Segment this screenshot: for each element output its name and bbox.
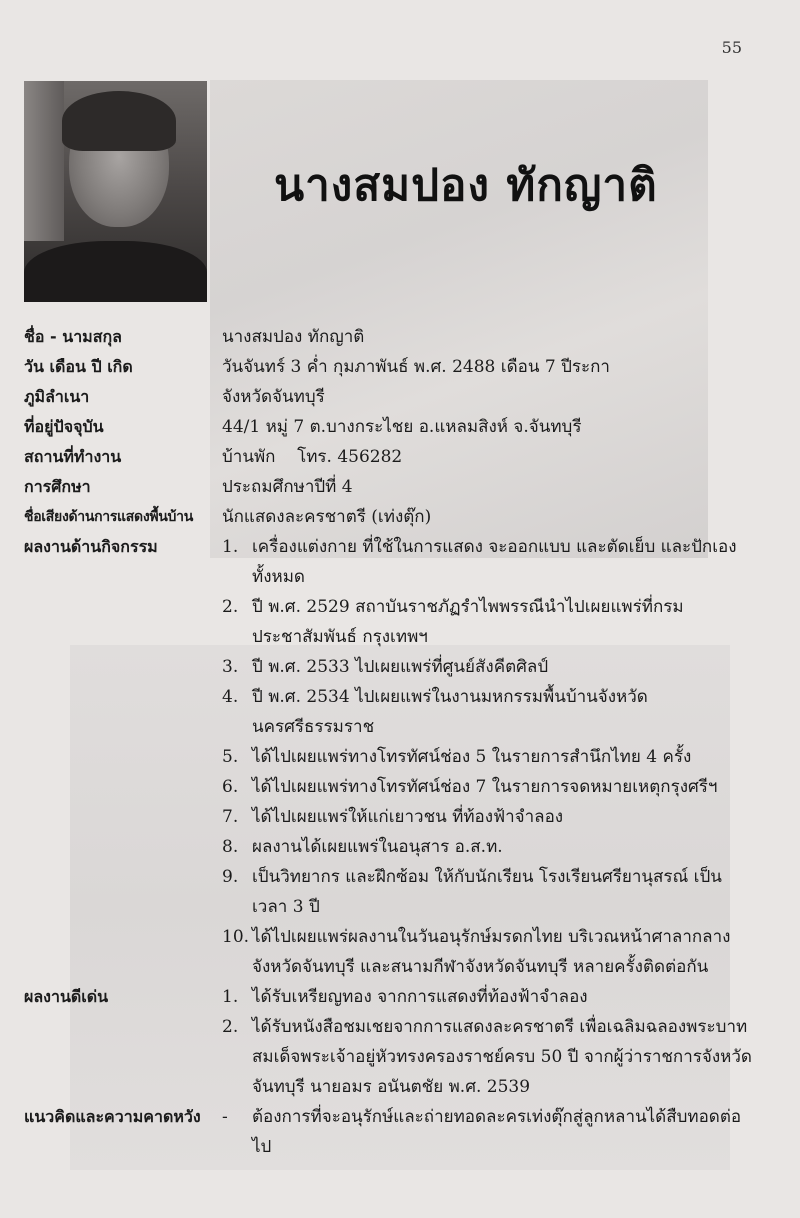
section-label: ผลงานด้านกิจกรรม xyxy=(24,537,158,556)
field-row-birthdate xyxy=(24,352,754,382)
list-item xyxy=(222,922,754,982)
item-number: 3. xyxy=(222,657,239,677)
vision-list xyxy=(222,1102,754,1162)
highlights-list xyxy=(222,982,754,1102)
portrait-photo xyxy=(24,81,207,302)
field-label: สถานที่ทำงาน xyxy=(24,447,122,466)
item-number: 2. xyxy=(222,597,239,617)
item-text: ผลงานได้เผยแพร่ในอนุสาร อ.ส.ท. xyxy=(252,837,503,857)
item-number: 1. xyxy=(222,537,239,557)
item-text: ปี พ.ศ. 2533 ไปเผยแพร่ที่ศูนย์สังคีตศิลป์ xyxy=(252,657,549,677)
item-number: 10. xyxy=(222,927,250,947)
field-row-address xyxy=(24,412,754,442)
item-text: เครื่องแต่งกาย ที่ใช้ในการแสดง จะออกแบบ และตัดเย็บ และปักเองทั้งหมด xyxy=(252,537,737,587)
list-item xyxy=(222,532,754,592)
item-text: ได้ไปเผยแพร่ให้แก่เยาวชน ที่ท้องฟ้าจำลอง xyxy=(252,807,564,827)
field-row-reputation xyxy=(24,502,754,532)
field-row-workplace xyxy=(24,442,754,472)
field-row-hometown xyxy=(24,382,754,412)
page-number: 55 xyxy=(721,38,742,57)
section-highlights xyxy=(24,982,754,1102)
item-number: 9. xyxy=(222,867,239,887)
list-item xyxy=(222,802,754,832)
item-text: ได้รับเหรียญทอง จากการแสดงที่ท้องฟ้าจำลอง xyxy=(252,987,588,1007)
list-item xyxy=(222,682,754,742)
list-item xyxy=(222,652,754,682)
item-number: 7. xyxy=(222,807,239,827)
item-text: ได้ไปเผยแพร่ทางโทรทัศน์ช่อง 7 ในรายการจดหมายเหตุกรุงศรีฯ xyxy=(252,777,718,797)
item-number: 5. xyxy=(222,747,239,767)
field-label: ที่อยู่ปัจจุบัน xyxy=(24,417,104,436)
item-text: ปี พ.ศ. 2529 สถาบันราชภัฏรำไพพรรณีนำไปเผยแพร่ที่กรมประชาสัมพันธ์ กรุงเทพฯ xyxy=(252,597,684,647)
field-label: ภูมิลำเนา xyxy=(24,387,90,406)
field-label: ชื่อเสียงด้านการแสดงพื้นบ้าน xyxy=(24,509,193,525)
item-number: 8. xyxy=(222,837,239,857)
item-text: เป็นวิทยากร และฝึกซ้อม ให้กับนักเรียน โรงเรียนศรียานุสรณ์ เป็นเวลา 3 ปี xyxy=(252,867,722,917)
field-label: ชื่อ - นามสกุล xyxy=(24,327,122,346)
activities-list xyxy=(222,532,754,982)
item-text: ได้รับหนังสือชมเชยจากการแสดงละครชาตรี เพื่อเฉลิมฉลองพระบาทสมเด็จพระเจ้าอยู่หัวทรงครองราชย์ครบ 50 ปี จากผู้ว่าราชการจังหวัดจันทบุรี นายอมร อนันตชัย พ.ศ. 2539 xyxy=(252,1017,752,1097)
field-label: การศึกษา xyxy=(24,477,91,496)
bullet-dash: - xyxy=(222,1107,228,1127)
profile-content xyxy=(24,322,754,1162)
field-value: วันจันทร์ 3 ค่ำ กุมภาพันธ์ พ.ศ. 2488 เดือน 7 ปีระกา xyxy=(222,357,610,377)
section-activities xyxy=(24,532,754,982)
list-item xyxy=(222,772,754,802)
list-item xyxy=(222,592,754,652)
item-number: 4. xyxy=(222,687,239,707)
field-row-name xyxy=(24,322,754,352)
list-item xyxy=(222,832,754,862)
page-title: นางสมปอง ทักญาติ xyxy=(274,160,658,211)
field-label: วัน เดือน ปี เกิด xyxy=(24,357,133,376)
list-item xyxy=(222,982,754,1012)
item-text: ปี พ.ศ. 2534 ไปเผยแพร่ในงานมหกรรมพื้นบ้านจังหวัดนครศรีธรรมราช xyxy=(252,687,648,737)
list-item xyxy=(222,1102,754,1162)
item-number: 1. xyxy=(222,987,239,1007)
field-value: นักแสดงละครชาตรี (เท่งตุ๊ก) xyxy=(222,507,432,527)
field-row-education xyxy=(24,472,754,502)
item-number: 6. xyxy=(222,777,239,797)
item-text: ได้ไปเผยแพร่ผลงานในวันอนุรักษ์มรดกไทย บริเวณหน้าศาลากลางจังหวัดจันทบุรี และสนามกีฬาจังหวัดจันทบุรี หลายครั้งติดต่อกัน xyxy=(252,927,731,977)
field-value: นางสมปอง ทักญาติ xyxy=(222,327,365,347)
field-value: บ้านพัก โทร. 456282 xyxy=(222,447,403,467)
field-value: จังหวัดจันทบุรี xyxy=(222,387,325,407)
field-value: ประถมศึกษาปีที่ 4 xyxy=(222,477,353,497)
item-number: 2. xyxy=(222,1017,239,1037)
list-item xyxy=(222,1012,754,1102)
list-item xyxy=(222,862,754,922)
item-text: ต้องการที่จะอนุรักษ์และถ่ายทอดละครเท่งตุ๊กสู่ลูกหลานได้สืบทอดต่อไป xyxy=(252,1107,742,1157)
section-label: ผลงานดีเด่น xyxy=(24,987,109,1006)
item-text: ได้ไปเผยแพร่ทางโทรทัศน์ช่อง 5 ในรายการสำนึกไทย 4 ครั้ง xyxy=(252,747,692,767)
section-label: แนวคิดและความคาดหวัง xyxy=(24,1107,201,1126)
section-vision xyxy=(24,1102,754,1162)
field-value: 44/1 หมู่ 7 ต.บางกระไชย อ.แหลมสิงห์ จ.จันทบุรี xyxy=(222,417,582,437)
list-item xyxy=(222,742,754,772)
